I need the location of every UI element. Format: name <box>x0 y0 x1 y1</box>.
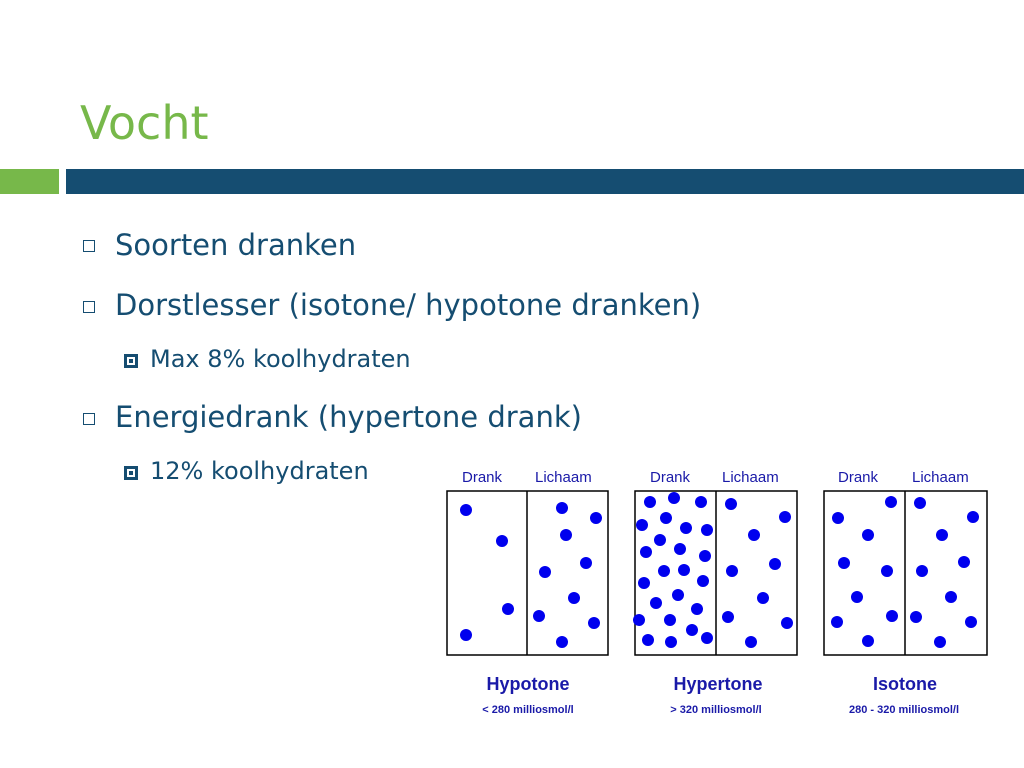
panel-label-lichaam: Lichaam <box>535 469 592 486</box>
slide-title: Vocht <box>80 96 209 150</box>
panel-label-lichaam: Lichaam <box>722 469 779 486</box>
bullet-item: Dorstlesser (isotone/ hypotone dranken) <box>115 288 702 322</box>
panel-hypertone <box>633 469 797 716</box>
bullet-item: Soorten dranken <box>115 228 357 262</box>
bullet-marker-filled <box>124 354 138 368</box>
panel-label-drank: Drank <box>650 469 691 486</box>
panel-name: Hypertone <box>673 674 763 694</box>
panel-range: 280 - 320 milliosmol/l <box>848 704 960 716</box>
sub-bullet-item: Max 8% koolhydraten <box>150 345 411 373</box>
osmolarity-diagram <box>430 460 1010 750</box>
bullet-item: Energiedrank (hypertone drank) <box>115 400 582 434</box>
panel-name: Isotone <box>872 674 938 694</box>
panel-label-drank: Drank <box>838 469 879 486</box>
panel-range: < 280 milliosmol/l <box>482 704 574 716</box>
panel-hypotone <box>447 469 608 716</box>
solute-dots <box>460 502 602 648</box>
sub-bullet-item: 12% koolhydraten <box>150 457 369 485</box>
bullet-marker-hollow <box>83 413 95 425</box>
title-bar-green <box>0 169 59 194</box>
title-bar-blue <box>66 169 1024 194</box>
panel-name: Hypotone <box>486 674 570 694</box>
panel-isotone <box>824 469 987 716</box>
bullet-marker-filled <box>124 466 138 480</box>
panel-range: > 320 milliosmol/l <box>670 704 762 716</box>
solute-dots <box>633 492 793 648</box>
bullet-marker-hollow <box>83 240 95 252</box>
panel-label-drank: Drank <box>462 469 503 486</box>
panel-label-lichaam: Lichaam <box>912 469 969 486</box>
bullet-marker-hollow <box>83 301 95 313</box>
